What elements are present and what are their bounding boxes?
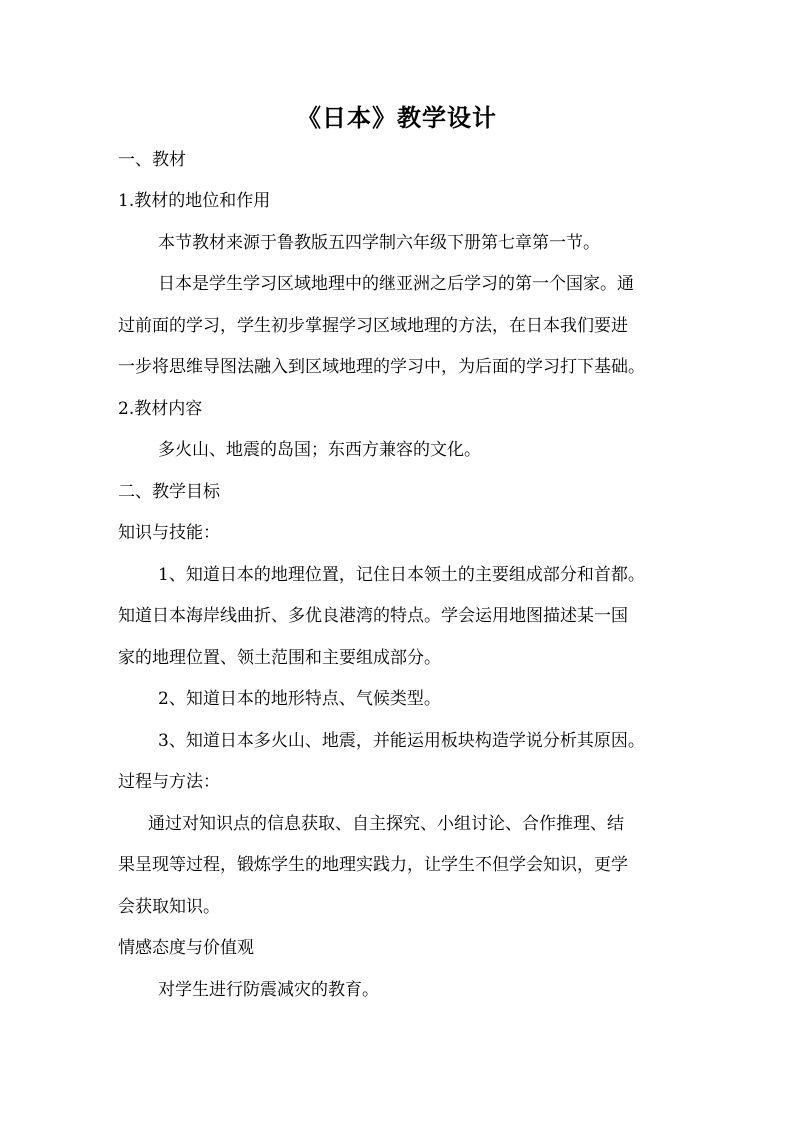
paragraph-line: 对学生进行防震减灾的教育。	[158, 980, 379, 1000]
paragraph-line: 会获取知识。	[118, 897, 220, 917]
section-heading-objectives: 二、教学目标	[118, 482, 220, 502]
subheading-process-method: 过程与方法：	[118, 772, 220, 792]
document-title: 《日本》教学设计	[297, 103, 497, 132]
subheading-textbook-content: 2.教材内容	[118, 399, 203, 419]
paragraph-line: 过前面的学习，学生初步掌握学习区域地理的方法，在日本我们要进	[118, 316, 628, 336]
paragraph-line: 一步将思维导图法融入到区域地理的学习中，为后面的学习打下基础。	[118, 357, 645, 377]
paragraph-line: 日本是学生学习区域地理中的继亚洲之后学习的第一个国家。通	[158, 274, 634, 294]
list-item: 2、知道日本的地形特点、气候类型。	[158, 689, 441, 709]
paragraph-line: 本节教材来源于鲁教版五四学制六年级下册第七章第一节。	[158, 233, 600, 253]
paragraph-line: 家的地理位置、领土范围和主要组成部分。	[118, 648, 441, 668]
paragraph-line: 通过对知识点的信息获取、自主探究、小组讨论、合作推理、结	[148, 814, 624, 834]
subheading-emotion-values: 情感态度与价值观	[118, 938, 254, 958]
list-item: 3、知道日本多火山、地震，并能运用板块构造学说分析其原因。	[158, 731, 645, 751]
list-item: 1、知道日本的地理位置，记住日本领土的主要组成部分和首都。	[158, 565, 645, 585]
paragraph-line: 知道日本海岸线曲折、多优良港湾的特点。学会运用地图描述某一国	[118, 606, 628, 626]
section-heading-textbook: 一、教材	[118, 150, 186, 170]
paragraph-line: 多火山、地震的岛国；东西方兼容的文化。	[158, 440, 481, 460]
subheading-textbook-role: 1.教材的地位和作用	[118, 191, 271, 211]
subheading-knowledge-skills: 知识与技能：	[118, 523, 220, 543]
paragraph-line: 果呈现等过程，锻炼学生的地理实践力，让学生不但学会知识，更学	[118, 855, 628, 875]
